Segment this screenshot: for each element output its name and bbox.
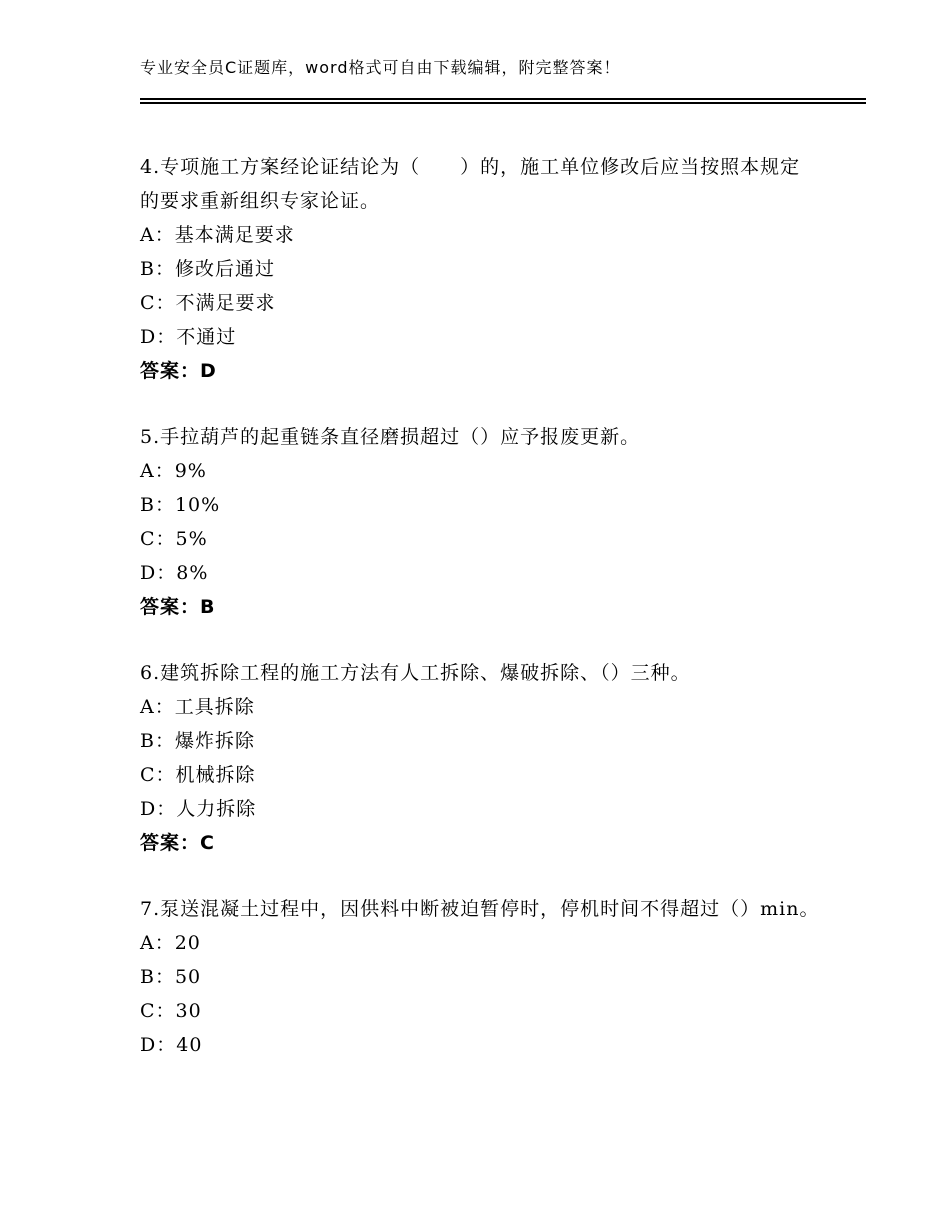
question-list: [140, 150, 820, 1094]
option-a: A：20: [140, 932, 201, 954]
answer-line: 答案：D: [140, 360, 217, 382]
question-text: 4.专项施工方案经论证结论为（ ）的，施工单位修改后应当按照本规定的要求重新组织专家论证。: [140, 156, 801, 212]
question-5: [140, 420, 820, 624]
option-b: B：爆炸拆除: [140, 730, 255, 752]
option-a: A：基本满足要求: [140, 224, 295, 246]
option-d: D：40: [140, 1034, 203, 1056]
question-4: [140, 150, 820, 388]
option-c: C：不满足要求: [140, 292, 276, 314]
option-b: B：10%: [140, 494, 221, 516]
question-7: [140, 892, 820, 1062]
question-text: 5.手拉葫芦的起重链条直径磨损超过（）应予报废更新。: [140, 426, 641, 448]
question-text: 7.泵送混凝土过程中，因供料中断被迫暂停时，停机时间不得超过（）min。: [140, 898, 820, 920]
answer-line: 答案：B: [140, 596, 216, 618]
option-c: C：机械拆除: [140, 764, 256, 786]
answer-line: 答案：C: [140, 832, 215, 854]
option-c: C：30: [140, 1000, 202, 1022]
option-a: A：9%: [140, 460, 207, 482]
header-rule-bottom: [140, 102, 866, 104]
option-b: B：修改后通过: [140, 258, 275, 280]
header-rule-top: [140, 98, 866, 100]
option-d: D：人力拆除: [140, 798, 257, 820]
question-text: 6.建筑拆除工程的施工方法有人工拆除、爆破拆除、（）三种。: [140, 662, 691, 684]
option-d: D：8%: [140, 562, 209, 584]
option-c: C：5%: [140, 528, 208, 550]
option-d: D：不通过: [140, 326, 237, 348]
option-b: B：50: [140, 966, 202, 988]
page-header-text: 专业安全员C证题库，word格式可自由下载编辑，附完整答案！: [140, 58, 621, 77]
question-6: [140, 656, 820, 860]
option-a: A：工具拆除: [140, 696, 255, 718]
